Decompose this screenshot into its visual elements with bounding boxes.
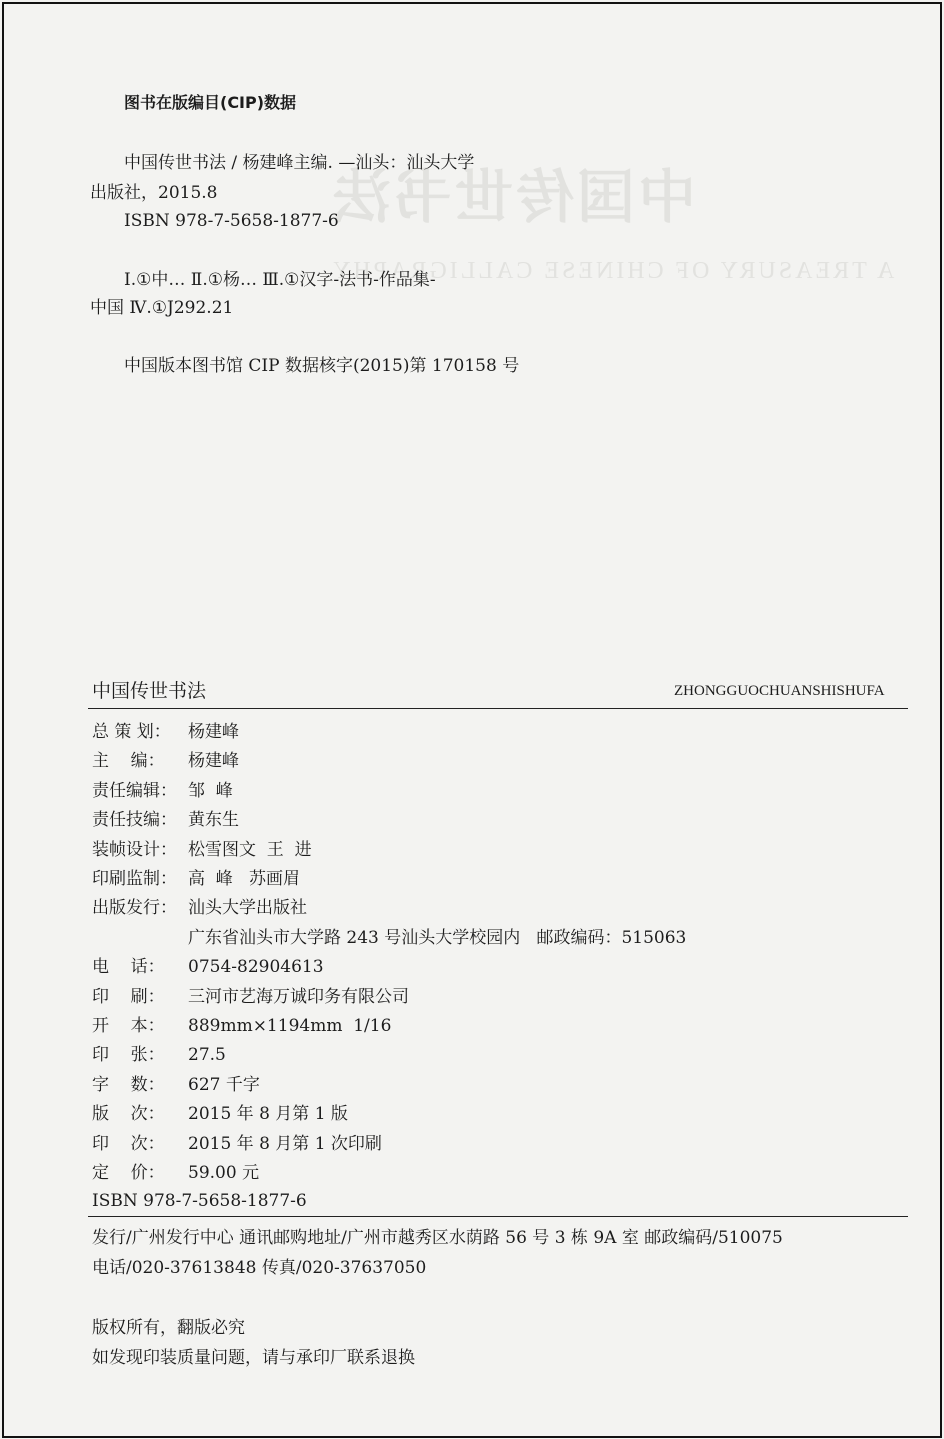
colophon-row <box>92 1104 348 1124</box>
colophon-row <box>92 1016 391 1036</box>
colophon-row-value: 汕头大学出版社 <box>188 898 307 918</box>
colophon-row-label: 印 次： <box>92 1134 165 1154</box>
colophon-bottom-rule <box>88 1216 908 1217</box>
colophon-row-label: 责任编辑： <box>92 781 177 801</box>
colophon-isbn: ISBN 978-7-5658-1877-6 <box>92 1191 307 1211</box>
colophon-row-value: 广东省汕头市大学路 243 号汕头大学校园内 邮政编码：515063 <box>188 928 687 948</box>
colophon-row-value: 27.5 <box>188 1045 226 1065</box>
colophon-row-value: 627 千字 <box>188 1075 260 1095</box>
cip-record-number: 中国版本图书馆 CIP 数据核字(2015)第 170158 号 <box>124 356 520 376</box>
colophon-row <box>92 1163 259 1183</box>
colophon-top-rule <box>88 708 908 709</box>
colophon-row-value: 889mm×1194mm 1/16 <box>188 1016 392 1036</box>
distribution-line-2: 电话/020-37613848 传真/020-37637050 <box>92 1258 427 1278</box>
colophon-row-value: 杨建峰 <box>188 751 239 771</box>
colophon-row-label: 版 次： <box>92 1104 165 1124</box>
colophon-row-value: 59.00 元 <box>188 1163 260 1183</box>
colophon-row-label: 总 策 划： <box>92 722 171 742</box>
colophon-row-label: 定 价： <box>92 1163 165 1183</box>
colophon-row-value: 三河市艺海万诚印务有限公司 <box>188 987 409 1007</box>
colophon-row <box>92 810 239 830</box>
cip-heading: 图书在版编目(CIP)数据 <box>124 93 297 112</box>
colophon-row-label: 电 话： <box>92 957 165 977</box>
colophon-row-value: 杨建峰 <box>188 722 239 742</box>
colophon-row <box>92 987 409 1007</box>
cip-isbn: ISBN 978-7-5658-1877-6 <box>124 211 339 231</box>
colophon-row-value: 黄东生 <box>188 810 239 830</box>
colophon-row-label: 字 数： <box>92 1075 165 1095</box>
colophon-row <box>92 1075 260 1095</box>
colophon-row <box>92 898 307 918</box>
colophon-row <box>92 957 324 977</box>
bleed-through-english: A TREASURY OF CHINESE CALLIGRAPHY <box>330 258 895 284</box>
colophon-pinyin: ZHONGGUOCHUANSHISHUFA <box>674 683 885 699</box>
cip-classification-1: Ⅰ.①中… Ⅱ.①杨… Ⅲ.①汉字-法书-作品集- <box>124 270 436 290</box>
colophon-row-value: 2015 年 8 月第 1 次印刷 <box>188 1134 382 1154</box>
cip-classification-2: 中国 Ⅳ.①J292.21 <box>90 298 234 318</box>
colophon-row-value: 高 峰 苏画眉 <box>188 869 301 889</box>
colophon-row <box>92 781 233 801</box>
cip-line-2: 出版社，2015.8 <box>90 183 218 203</box>
quality-notice: 如发现印装质量问题，请与承印厂联系退换 <box>92 1348 415 1368</box>
colophon-row-label: 印刷监制： <box>92 869 177 889</box>
colophon-row-label: 主 编： <box>92 751 165 771</box>
colophon-row-value: 邹 峰 <box>188 781 233 801</box>
colophon-row-label <box>92 928 188 948</box>
colophon-row <box>92 751 239 771</box>
colophon-row-label: 责任技编： <box>92 810 177 830</box>
colophon-row-value: 2015 年 8 月第 1 版 <box>188 1104 348 1124</box>
colophon-row-label: 印 刷： <box>92 987 165 1007</box>
colophon-row-label: 装帧设计： <box>92 840 177 860</box>
bleed-through-title: 中国传世书法 <box>330 165 697 230</box>
colophon-row <box>92 840 312 860</box>
colophon-row <box>92 1045 226 1065</box>
colophon-row-label: 出版发行： <box>92 898 177 918</box>
colophon-row <box>92 1134 382 1154</box>
copyright-notice: 版权所有，翻版必究 <box>92 1318 245 1338</box>
colophon-row <box>92 722 239 742</box>
colophon-row-label: 印 张： <box>92 1045 165 1065</box>
colophon-title: 中国传世书法 <box>92 680 207 702</box>
colophon-row-label: 开 本： <box>92 1016 165 1036</box>
cip-line-1: 中国传世书法 / 杨建峰主编. —汕头：汕头大学 <box>124 153 475 173</box>
colophon-row <box>92 869 300 889</box>
colophon-row-value: 0754-82904613 <box>188 957 324 977</box>
colophon-row-value: 松雪图文 王 进 <box>188 840 312 860</box>
colophon-row <box>92 928 686 948</box>
distribution-line-1: 发行/广州发行中心 通讯邮购地址/广州市越秀区水荫路 56 号 3 栋 9A 室 邮政编码/510075 <box>92 1228 783 1248</box>
